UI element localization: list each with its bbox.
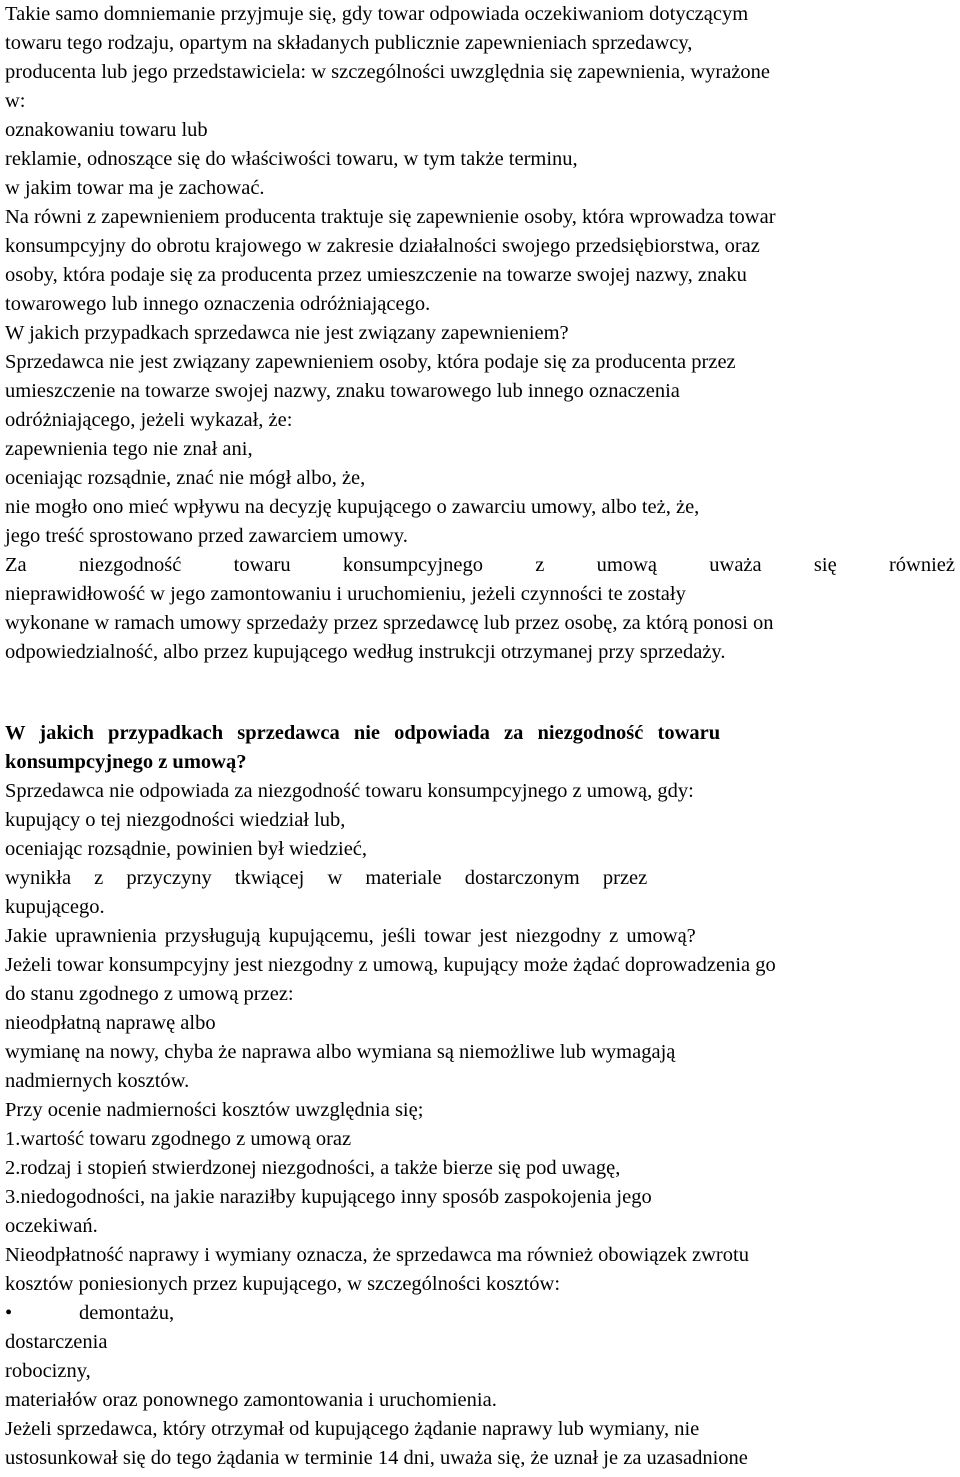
document-page xyxy=(5,0,955,1473)
list-item: nadmiernych kosztów. xyxy=(5,1070,190,1092)
text-line: umieszczenie na towarze swojej nazwy, znaku towarowego lub innego oznaczenia xyxy=(5,380,680,402)
text-line: wykonane w ramach umowy sprzedaży przez sprzedawcę lub przez osobę, za którą ponosi on xyxy=(5,612,774,634)
text-line: nieprawidłowość w jego zamontowaniu i uruchomieniu, jeżeli czynności te zostały xyxy=(5,583,686,605)
numbered-item: 2.rodzaj i stopień stwierdzonej niezgodności, a także bierze się pod uwagę, xyxy=(5,1157,621,1179)
list-item: wynikła z przyczyny tkwiącej w materiale dostarczonym przez xyxy=(5,867,648,889)
list-item: oceniając rozsądnie, powinien był wiedzieć, xyxy=(5,838,368,860)
text-line: odpowiedzialność, albo przez kupującego według instrukcji otrzymanej przy sprzedaży. xyxy=(5,641,726,663)
text-line: Jeżeli sprzedawca, który otrzymał od kupującego żądanie naprawy lub wymiany, nie xyxy=(5,1418,700,1440)
section-heading: W jakich przypadkach sprzedawca nie odpowiada za niezgodność towaru xyxy=(5,722,721,744)
list-item: kupującego. xyxy=(5,896,105,918)
question-heading: Jakie uprawnienia przysługują kupującemu, jeśli towar jest niezgodny z umową? xyxy=(5,925,696,947)
text-line: Za niezgodność towaru konsumpcyjnego z umową uważa się również xyxy=(5,554,955,576)
question-heading: W jakich przypadkach sprzedawca nie jest związany zapewnieniem? xyxy=(5,322,569,344)
text-line: Nieodpłatność naprawy i wymiany oznacza, że sprzedawca ma również obowiązek zwrotu xyxy=(5,1244,749,1266)
list-item: nie mogło ono mieć wpływu na decyzję kupującego o zawarciu umowy, albo też, że, xyxy=(5,496,700,518)
text-line: ustosunkował się do tego żądania w terminie 14 dni, uważa się, że uznał je za uzasadnione xyxy=(5,1447,748,1469)
list-item: zapewnienia tego nie znał ani, xyxy=(5,438,253,460)
text-line: kosztów poniesionych przez kupującego, w szczególności kosztów: xyxy=(5,1273,561,1295)
text-line: Sprzedawca nie jest związany zapewnieniem osoby, która podaje się za producenta przez xyxy=(5,351,736,373)
section-seller-not-liable xyxy=(5,719,955,1473)
text-line: do stanu zgodnego z umową przez: xyxy=(5,983,294,1005)
text-line: Sprzedawca nie odpowiada za niezgodność towaru konsumpcyjnego z umową, gdy: xyxy=(5,780,694,802)
section-assurances xyxy=(5,0,955,667)
text-line: Na równi z zapewnieniem producenta traktuje się zapewnienie osoby, która wprowadza towar xyxy=(5,206,776,228)
list-item: reklamie, odnoszące się do właściwości towaru, w tym także terminu, xyxy=(5,148,578,170)
text-line: Takie samo domniemanie przyjmuje się, gdy towar odpowiada oczekiwaniom dotyczącym xyxy=(5,3,749,25)
list-item: materiałów oraz ponownego zamontowania i uruchomienia. xyxy=(5,1389,497,1411)
list-item: kupujący o tej niezgodności wiedział lub, xyxy=(5,809,346,831)
list-item: oznakowaniu towaru lub xyxy=(5,119,208,141)
list-item: jego treść sprostowano przed zawarciem umowy. xyxy=(5,525,408,547)
list-item: nieodpłatną naprawę albo xyxy=(5,1012,216,1034)
text-line: towaru tego rodzaju, opartym na składanych publicznie zapewnieniach sprzedawcy, xyxy=(5,32,693,54)
list-item: robocizny, xyxy=(5,1360,91,1382)
text-line: osoby, która podaje się za producenta przez umieszczenie na towarze swojej nazwy, znaku xyxy=(5,264,747,286)
text-line: Przy ocenie nadmierności kosztów uwzględnia się; xyxy=(5,1099,424,1121)
text-line: Jeżeli towar konsumpcyjny jest niezgodny z umową, kupujący może żądać doprowadzenia go xyxy=(5,954,776,976)
numbered-item: oczekiwań. xyxy=(5,1215,98,1237)
bullet-icon: • xyxy=(5,1302,13,1324)
list-item: w jakim towar ma je zachować. xyxy=(5,177,265,199)
list-item: dostarczenia xyxy=(5,1331,108,1353)
list-item: wymianę na nowy, chyba że naprawa albo wymiana są niemożliwe lub wymagają xyxy=(5,1041,676,1063)
paragraph-gap xyxy=(5,667,955,719)
bullet-text: demontażu, xyxy=(79,1302,175,1324)
numbered-item: 1.wartość towaru zgodnego z umową oraz xyxy=(5,1128,352,1150)
section-heading: konsumpcyjnego z umową? xyxy=(5,751,247,773)
text-line: towarowego lub innego oznaczenia odróżniającego. xyxy=(5,293,431,315)
bullet-item xyxy=(5,1299,955,1328)
text-line: w: xyxy=(5,90,26,112)
text-line: producenta lub jego przedstawiciela: w szczególności uwzględnia się zapewnienia, wyrażone xyxy=(5,61,771,83)
numbered-item: 3.niedogodności, na jakie naraziłby kupującego inny sposób zaspokojenia jego xyxy=(5,1186,652,1208)
text-line: konsumpcyjny do obrotu krajowego w zakresie działalności swojego przedsiębiorstwa, oraz xyxy=(5,235,760,257)
text-line: odróżniającego, jeżeli wykazał, że: xyxy=(5,409,293,431)
list-item: oceniając rozsądnie, znać nie mógł albo, że, xyxy=(5,467,366,489)
